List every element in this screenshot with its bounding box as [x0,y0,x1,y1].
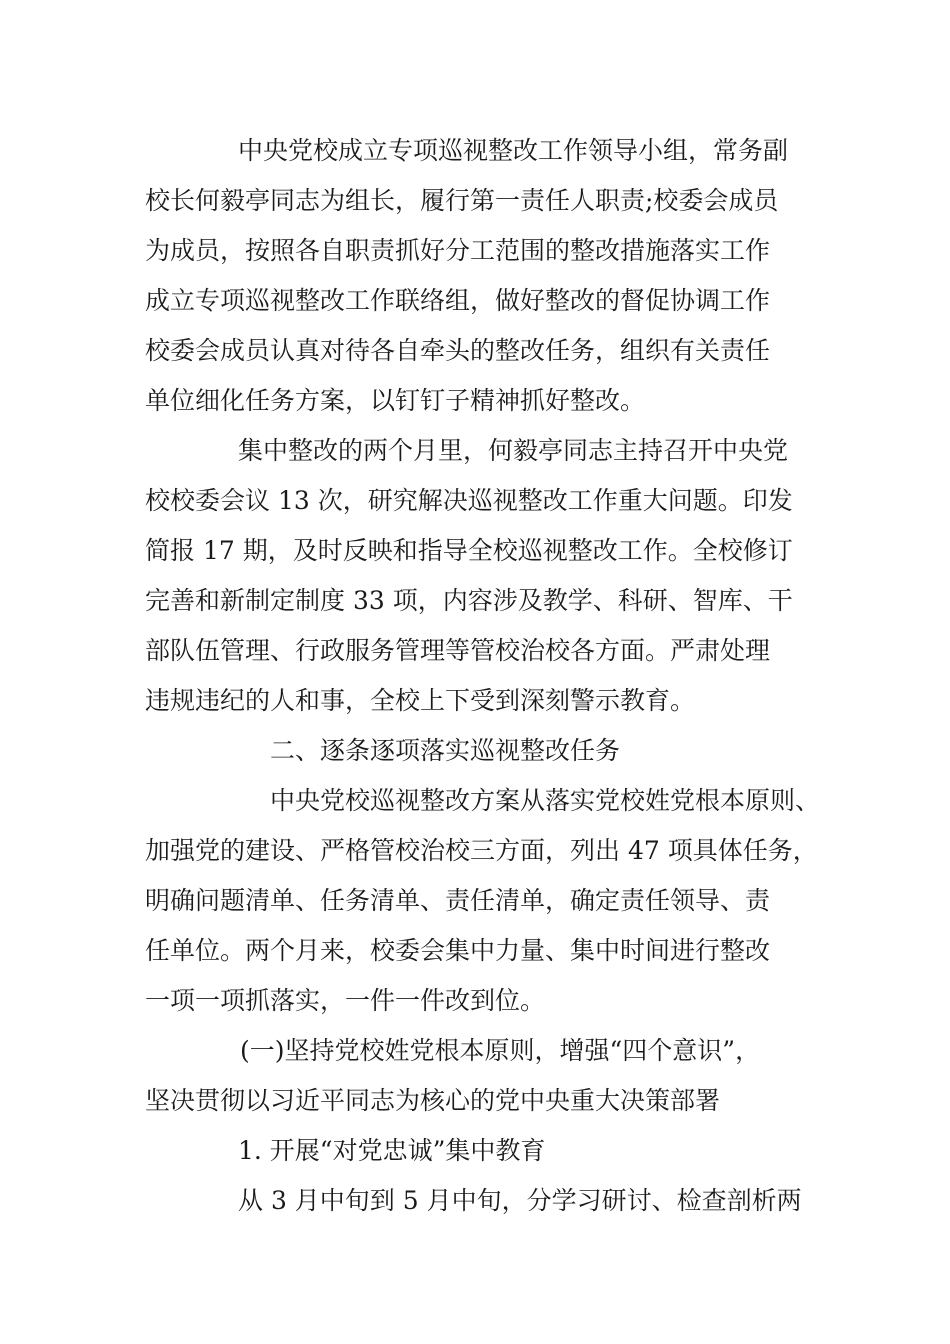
text-line-4: 成立专项巡视整改工作联络组，做好整改的督促协调工作 [145,286,771,315]
text-line-7: 集中整改的两个月里，何毅亭同志主持召开中央党 [238,436,789,465]
subsection-heading-line-1: (一)坚持党校姓党根本原则，增强“四个意识”， [240,1036,761,1065]
section-heading: 二、逐条逐项落实巡视整改任务 [270,736,621,765]
numbered-item-heading: 1. 开展“对党忠诚”集中教育 [238,1136,546,1165]
text-line-1: 中央党校成立专项巡视整改工作领导小组，常务副 [238,136,789,165]
text-line-6: 单位细化任务方案，以钉钉子精神抓好整改。 [145,386,646,415]
subsection-heading-line-2: 坚决贯彻以习近平同志为核心的党中央重大决策部署 [145,1086,721,1115]
text-line-11: 部队伍管理、行政服务管理等管校治校各方面。严肃处理 [145,636,771,665]
text-line-18: 一项一项抓落实，一件一件改到位。 [145,986,546,1015]
text-line-17: 任单位。两个月来，校委会集中力量、集中时间进行整改 [145,936,771,965]
text-line-10: 完善和新制定制度 33 项，内容涉及教学、科研、智库、干 [145,586,793,615]
text-line-8: 校校委会议 13 次，研究解决巡视整改工作重大问题。印发 [145,486,793,515]
text-line-2: 校长何毅亭同志为组长，履行第一责任人职责;校委会成员 [145,186,779,215]
text-line-22: 从 3 月中旬到 5 月中旬，分学习研讨、检查剖析两 [238,1186,802,1215]
text-line-3: 为成员，按照各自职责抓好分工范围的整改措施落实工作 [145,236,771,265]
text-line-15: 加强党的建设、严格管校治校三方面，列出 47 项具体任务， [145,836,818,865]
text-line-12: 违规违纪的人和事，全校上下受到深刻警示教育。 [145,686,696,715]
text-line-9: 简报 17 期，及时反映和指导全校巡视整改工作。全校修订 [145,536,793,565]
text-line-5: 校委会成员认真对待各自牵头的整改任务，组织有关责任 [145,336,771,365]
text-line-14: 中央党校巡视整改方案从落实党校姓党根本原则、 [270,786,821,815]
text-line-16: 明确问题清单、任务清单、责任清单，确定责任领导、责 [145,886,771,915]
